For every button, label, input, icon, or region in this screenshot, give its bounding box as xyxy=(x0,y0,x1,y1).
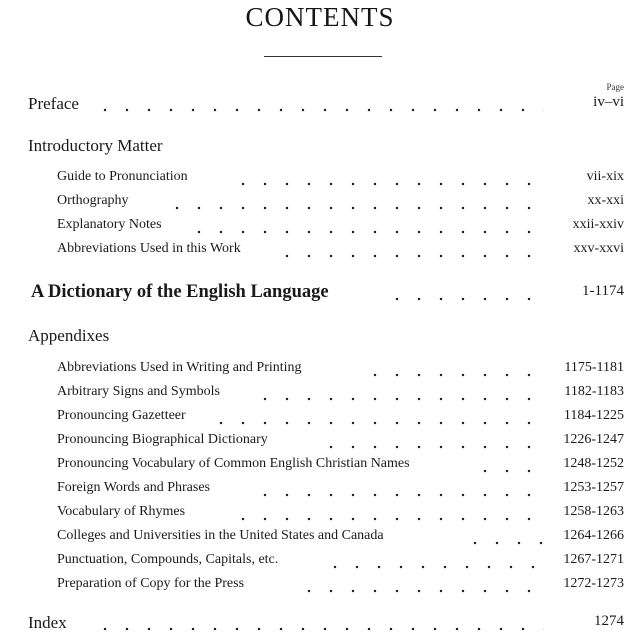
dot-leader xyxy=(232,168,547,190)
toc-entry-dictionary[interactable] xyxy=(0,283,640,305)
entry-pages: xx-xxi xyxy=(583,193,624,209)
toc-entry[interactable] xyxy=(0,192,640,214)
entry-pages: xxii-xxiv xyxy=(569,217,624,233)
dot-leader xyxy=(324,551,544,573)
entry-pages: 1182-1183 xyxy=(560,384,624,400)
entry-pages: 1267-1271 xyxy=(559,552,624,568)
section-label: Appendixes xyxy=(28,326,113,346)
section-header-appendixes xyxy=(0,326,640,348)
dot-leader xyxy=(232,503,544,525)
entry-pages: vii-xix xyxy=(583,169,624,185)
toc-entry-index[interactable] xyxy=(0,613,640,635)
section-label: Introductory Matter xyxy=(28,136,167,156)
entry-label: Abbreviations Used in Writing and Printing xyxy=(57,360,306,376)
toc-entry[interactable] xyxy=(0,431,640,453)
entry-label: Guide to Pronunciation xyxy=(57,169,192,185)
toc-entry[interactable] xyxy=(0,527,640,549)
dot-leader xyxy=(94,613,544,635)
dot-leader xyxy=(188,216,546,238)
dot-leader xyxy=(166,192,546,214)
entry-label: Foreign Words and Phrases xyxy=(57,480,214,496)
entry-label: Pronouncing Vocabulary of Common English Christian Names xyxy=(57,456,414,472)
entry-label: Pronouncing Gazetteer xyxy=(57,408,190,424)
dot-leader xyxy=(464,527,544,549)
entry-label: Explanatory Notes xyxy=(57,217,166,233)
dot-leader xyxy=(94,94,544,116)
entry-label: Preparation of Copy for the Press xyxy=(57,576,248,592)
entry-pages: 1248-1252 xyxy=(559,456,624,472)
entry-label: Punctuation, Compounds, Capitals, etc. xyxy=(57,552,282,568)
toc-entry[interactable] xyxy=(0,216,640,238)
entry-pages: 1258-1263 xyxy=(559,504,624,520)
toc-entry[interactable] xyxy=(0,168,640,190)
entry-label: Vocabulary of Rhymes xyxy=(57,504,189,520)
title-divider xyxy=(264,56,382,57)
toc-entry[interactable] xyxy=(0,479,640,501)
entry-label: Abbreviations Used in this Work xyxy=(57,241,245,257)
page-column-header: Page xyxy=(606,82,624,92)
entry-pages: 1264-1266 xyxy=(559,528,624,544)
entry-pages: 1184-1225 xyxy=(560,408,624,424)
entry-label: Index xyxy=(28,613,71,633)
toc-entry[interactable] xyxy=(0,503,640,525)
entry-pages: xxv-xxvi xyxy=(569,241,624,257)
toc-entry[interactable] xyxy=(0,455,640,477)
entry-pages: 1175-1181 xyxy=(560,360,624,376)
entry-pages: 1274 xyxy=(590,613,624,630)
dot-leader xyxy=(254,383,544,405)
entry-label: Arbitrary Signs and Symbols xyxy=(57,384,224,400)
dot-leader xyxy=(364,359,544,381)
entry-pages: 1253-1257 xyxy=(559,480,624,496)
entry-pages: 1-1174 xyxy=(578,283,624,300)
dot-leader xyxy=(474,455,544,477)
entry-pages: iv–vi xyxy=(589,94,624,111)
entry-label: A Dictionary of the English Language xyxy=(31,282,333,303)
entry-label: Preface xyxy=(28,94,83,114)
entry-label: Colleges and Universities in the United States and Canada xyxy=(57,528,388,544)
entry-pages: 1226-1247 xyxy=(559,432,624,448)
section-header-introductory xyxy=(0,136,640,158)
toc-entry[interactable] xyxy=(0,240,640,262)
dot-leader xyxy=(276,240,546,262)
dot-leader xyxy=(210,407,544,429)
toc-entry[interactable] xyxy=(0,551,640,573)
toc-entry-preface[interactable] xyxy=(0,94,640,116)
toc-entry[interactable] xyxy=(0,407,640,429)
dot-leader xyxy=(254,479,544,501)
toc-entry[interactable] xyxy=(0,359,640,381)
toc-entry[interactable] xyxy=(0,575,640,597)
dot-leader xyxy=(298,575,544,597)
dot-leader xyxy=(320,431,544,453)
page-title: CONTENTS xyxy=(245,2,395,32)
entry-label: Pronouncing Biographical Dictionary xyxy=(57,432,272,448)
entry-label: Orthography xyxy=(57,193,133,209)
dot-leader xyxy=(386,283,546,305)
entry-pages: 1272-1273 xyxy=(559,576,624,592)
toc-entry[interactable] xyxy=(0,383,640,405)
